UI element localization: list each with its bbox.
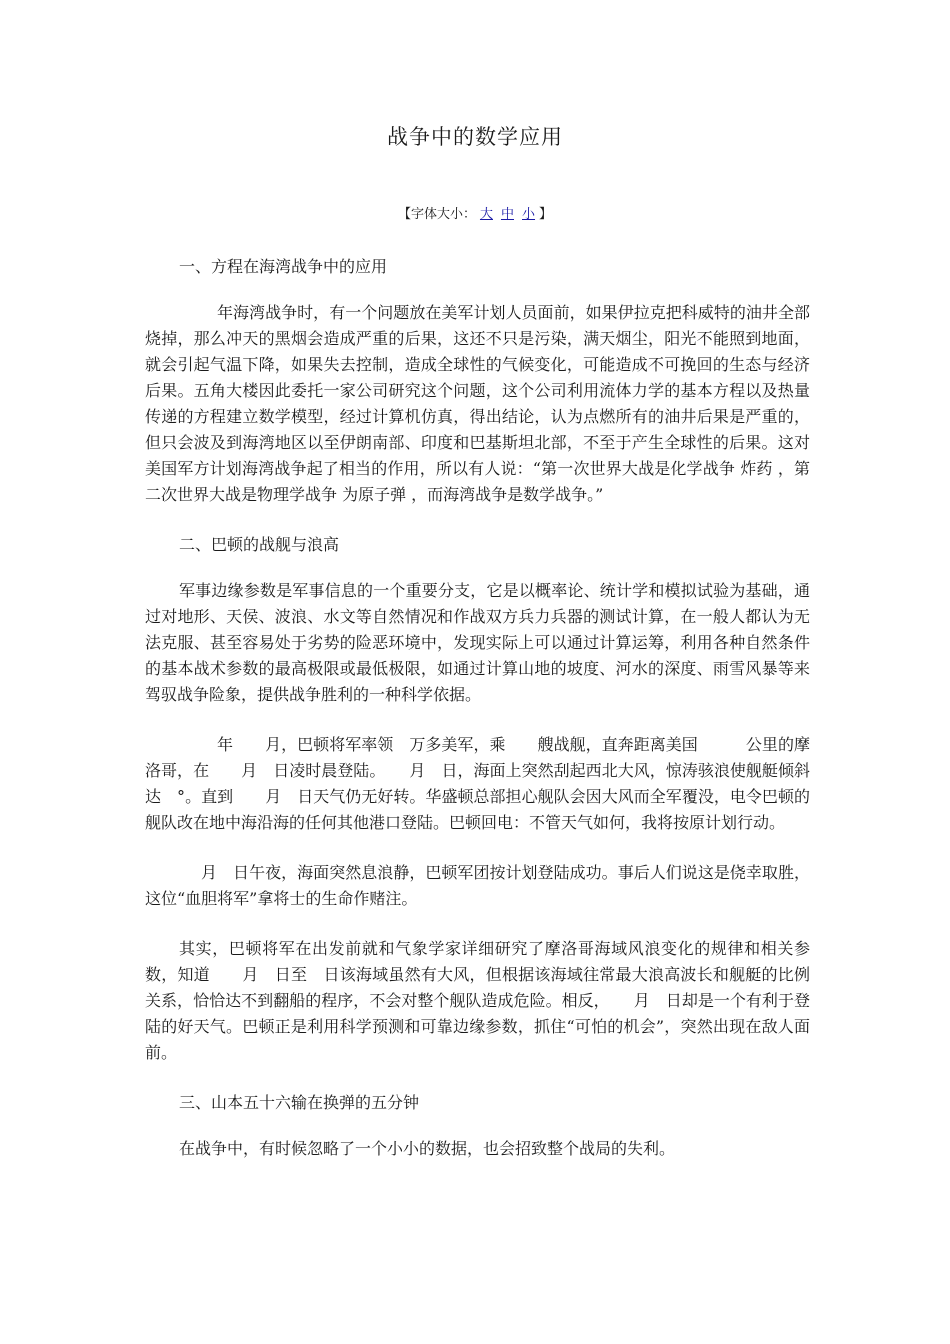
paragraph: 月 日午夜，海面突然息浪静，巴顿军团按计划登陆成功。事后人们说这是侥幸取胜，这位“血胆将军”拿将士的生命作赌注。 xyxy=(145,863,810,908)
font-size-small-link[interactable]: 小 xyxy=(522,207,536,222)
font-size-large-link[interactable]: 大 xyxy=(479,207,493,222)
paragraph: 年 月，巴顿将军率领 万多美军，乘 艘战舰，直奔距离美国 公里的摩洛哥，在 月 日凌时晨登陆。 月 日，海面上突然刮起西北大风，惊涛骇浪使舰艇倾斜达 °。直到 月 日天气仍无好转。华盛顿总部担心舰队会因大风而全军覆没，电令巴顿的舰队改在地中海沿海的任何其他港口登陆。巴顿回电：不管天气如何，我将按原计划行动。 xyxy=(145,735,810,832)
font-size-selector xyxy=(0,205,950,225)
font-size-medium-link[interactable]: 中 xyxy=(500,207,514,222)
paragraph: 年海湾战争时，有一个问题放在美军计划人员面前，如果伊拉克把科威特的油井全部烧掉，那么冲天的黑烟会造成严重的后果，这还不只是污染，满天烟尘，阳光不能照到地面，就会引起气温下降，如果失去控制，造成全球性的气候变化，可能造成不可挽回的生态与经济后果。五角大楼因此委托一家公司研究这个问题，这个公司利用流体力学的基本方程以及热量传递的方程建立数学模型，经过计算机仿真，得出结论，认为点燃所有的油井后果是严重的，但只会波及到海湾地区以至伊朗南部、印度和巴基斯坦北部，不至于产生全球性的后果。这对美国军方计划海湾战争起了相当的作用，所以有人说：“第一次世界大战是化学战争 炸药 ，第二次世界大战是物理学战争 为原子弹 ，而海湾战争是数学战争。” xyxy=(145,303,810,504)
page-title: 战争中的数学应用 xyxy=(387,125,563,149)
section-heading: 一、方程在海湾战争中的应用 xyxy=(179,257,388,276)
section-heading: 二、巴顿的战舰与浪高 xyxy=(179,535,340,554)
paragraph: 军事边缘参数是军事信息的一个重要分支，它是以概率论、统计学和模拟试验为基础，通过对地形、天侯、波浪、水文等自然情况和作战双方兵力兵器的测试计算，在一般人都认为无法克服、甚至容易处于劣势的险恶环境中，发现实际上可以通过计算运筹，利用各种自然条件的基本战术参数的最高极限或最低极限，如通过计算山地的坡度、河水的深度、雨雪风暴等来驾驭战争险象，提供战争胜利的一种科学依据。 xyxy=(145,581,810,704)
font-size-prefix: 【字体大小： xyxy=(397,207,476,222)
article-body xyxy=(145,254,810,1186)
paragraph: 在战争中，有时候忽略了一个小小的数据，也会招致整个战局的失利。 xyxy=(179,1139,676,1158)
section-heading: 三、山本五十六输在换弹的五分钟 xyxy=(179,1093,420,1112)
paragraph: 其实，巴顿将军在出发前就和气象学家详细研究了摩洛哥海域风浪变化的规律和相关参数，知道 月 日至 日该海域虽然有大风，但根据该海域往常最大浪高波长和舰艇的比例关系，恰恰达不到翻船的程序，不会对整个舰队造成危险。相反， 月 日却是一个有利于登陆的好天气。巴顿正是利用科学预测和可靠边缘参数，抓住“可怕的机会”，突然出现在敌人面前。 xyxy=(145,939,810,1062)
font-size-suffix: 】 xyxy=(539,207,553,222)
